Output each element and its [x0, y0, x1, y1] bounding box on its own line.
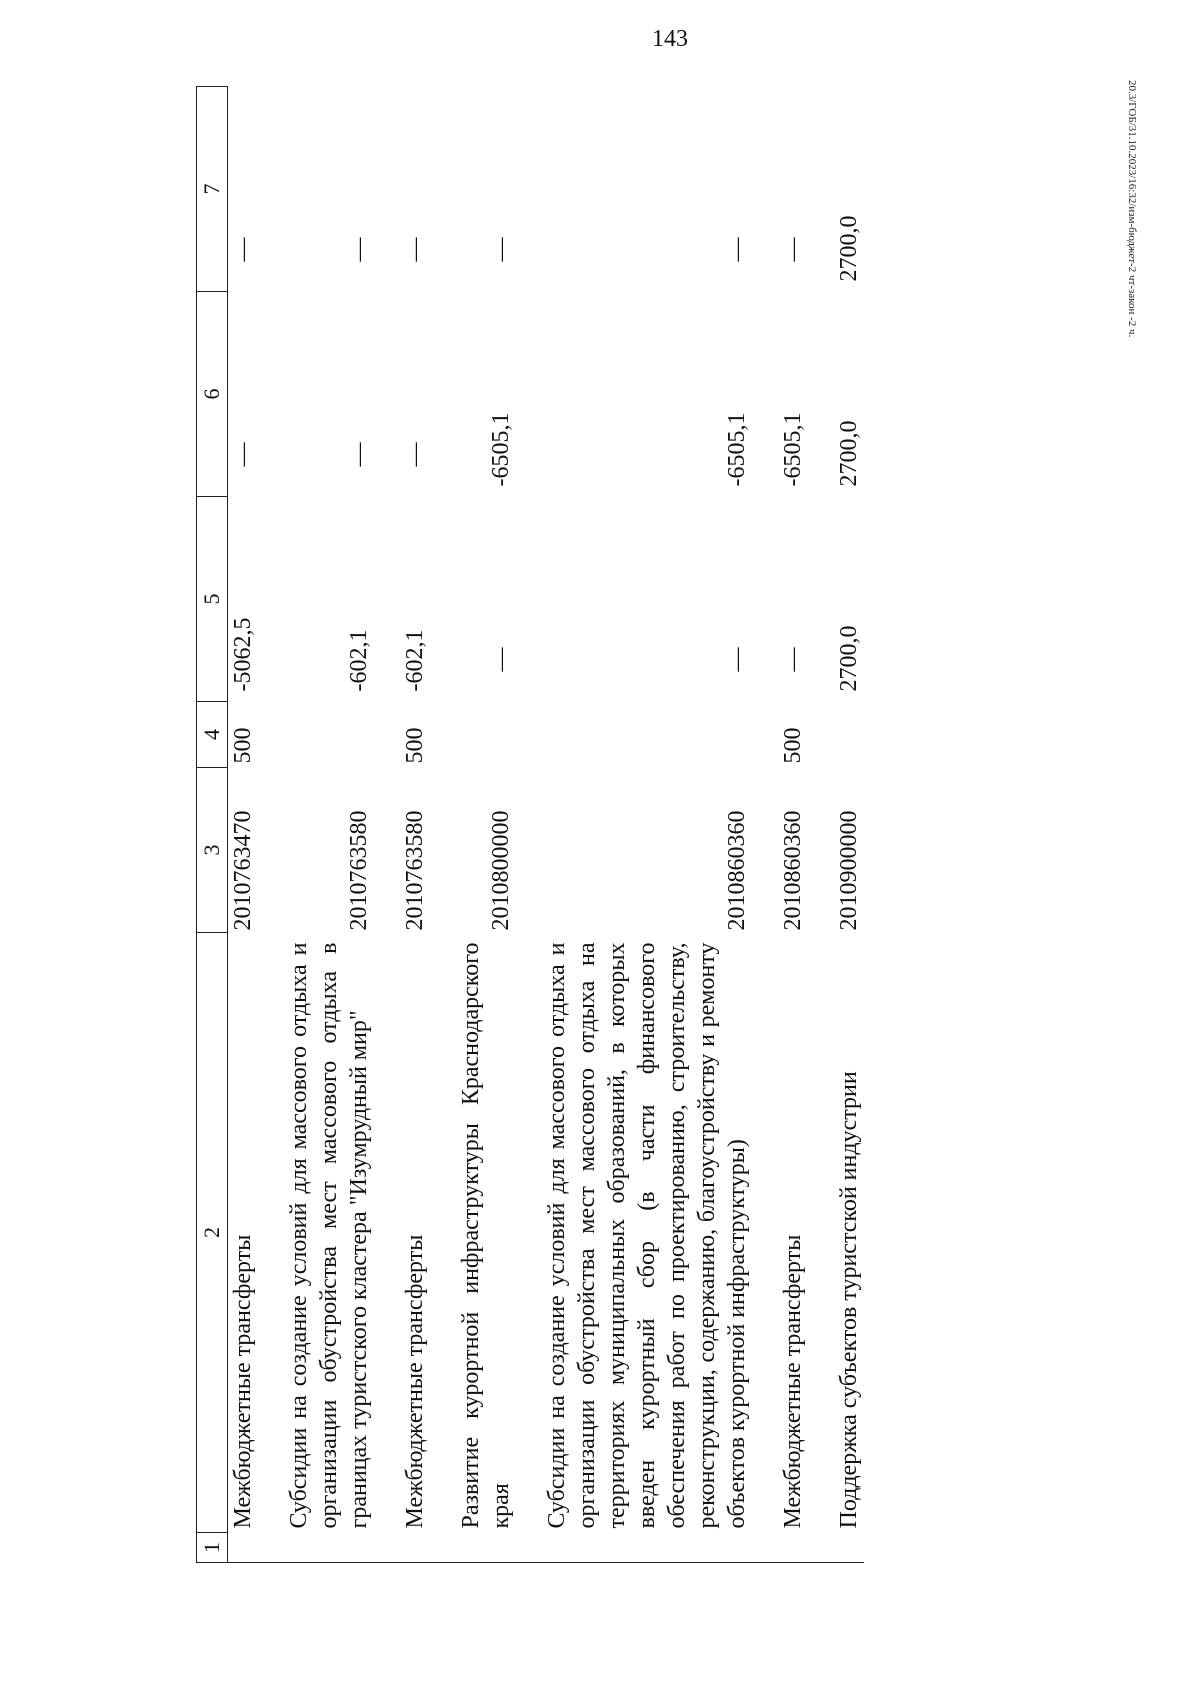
row-vr: 500 [780, 727, 806, 764]
row-col7: — [346, 237, 372, 262]
row-code: 2010800000 [488, 810, 514, 931]
row-col6: -6505,1 [724, 412, 750, 487]
header-col-5: 5 [197, 497, 228, 702]
row-vr: 500 [230, 727, 256, 764]
row-col7: — [780, 237, 806, 262]
row-col7: — [230, 237, 256, 262]
row-col5: — [724, 647, 750, 672]
header-col-4: 4 [197, 702, 228, 768]
row-col5: — [780, 647, 806, 672]
row-name: Межбюджетные трансферты [780, 1234, 806, 1529]
row-col5: 2700,0 [836, 625, 862, 692]
table-row [284, 87, 374, 1563]
row-vr [542, 702, 752, 768]
row-code: 2010900000 [836, 810, 862, 931]
header-col-2: 2 [197, 933, 228, 1533]
row-code: 2010860360 [780, 810, 806, 931]
row-name: Межбюджетные трансферты [230, 1234, 256, 1529]
table-row [400, 87, 430, 1563]
header-col-7: 7 [197, 87, 228, 292]
row-col5: -5062,5 [230, 617, 256, 692]
table-row [778, 87, 808, 1563]
row-col6: 2700,0 [836, 420, 862, 487]
row-col7: — [488, 237, 514, 262]
row-code: 2010763580 [346, 810, 372, 931]
row-code: 2010763470 [230, 810, 256, 931]
table-row [542, 87, 752, 1563]
row-vr [284, 702, 374, 768]
row-col6: -6505,1 [780, 412, 806, 487]
table-row [228, 87, 259, 1563]
row-col7: — [402, 237, 428, 262]
row-col7: 2700,0 [836, 215, 862, 282]
row-col5: — [488, 647, 514, 672]
row-col6: — [230, 442, 256, 467]
table-header-row [197, 87, 228, 1563]
row-col6: — [402, 442, 428, 467]
row-col5: -602,1 [346, 629, 372, 692]
row-name: Межбюджетные трансферты [402, 1234, 428, 1529]
budget-table-rotated [196, 87, 1026, 1563]
row-col6: — [346, 442, 372, 467]
header-col-6: 6 [197, 292, 228, 497]
header-col-3: 3 [197, 768, 228, 933]
row-col5: -602,1 [402, 629, 428, 692]
row-code: 2010860360 [724, 810, 750, 931]
row-code: 2010763580 [402, 810, 428, 931]
row-name: Поддержка субъектов туристской индустрии [836, 1071, 862, 1529]
row-vr [456, 702, 516, 768]
document-footer-code: 20.3/ГОБ/31.10.2023/16:32/изм-бюджет-2 чт-закон -2 ч. [1126, 80, 1138, 338]
table-row [834, 87, 864, 1563]
row-name: Развитие курортной инфраструктуры Краснодарского края [458, 942, 514, 1529]
table-row [456, 87, 516, 1563]
page-number: 143 [652, 26, 688, 52]
budget-table [196, 86, 864, 1563]
row-name: Субсидии на создание условий для массового отдыха и организации обустройства мест массового отдыха в границах туристского кластера "Изумрудный мир" [286, 942, 372, 1529]
row-name: Субсидии на создание условий для массового отдыха и организации обустройства мест массового отдыха на территориях муниципальных образований, в которых введен курортный сбор (в части финансового обеспечения работ по проектированию, строительству, реконструкции, содержанию, благоустройству и ремонту объектов курортной инфраструктуры) [544, 942, 750, 1529]
row-vr [834, 702, 864, 768]
header-col-1: 1 [197, 1533, 228, 1563]
row-vr: 500 [402, 727, 428, 764]
row-col6: -6505,1 [488, 412, 514, 487]
row-col7: — [724, 237, 750, 262]
